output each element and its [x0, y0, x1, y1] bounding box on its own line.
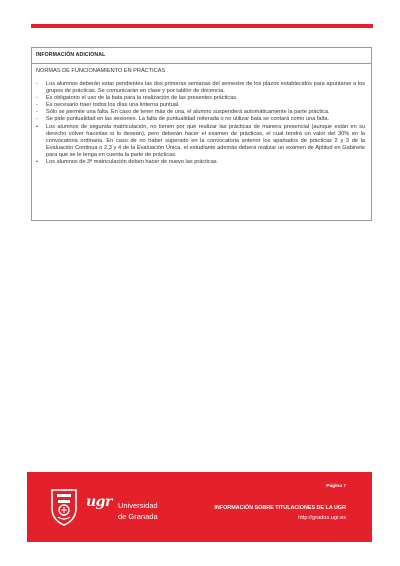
- info-box-heading: INFORMACIÓN ADICIONAL: [32, 48, 371, 64]
- list-item: • Los alumnos de 3ª matriculación deben hacer de nuevo las prácticas.: [46, 159, 365, 166]
- page-footer: [27, 472, 372, 542]
- university-name-line2: de Granada: [118, 512, 158, 521]
- university-crest-icon: [49, 488, 79, 526]
- list-item: • Los alumnos de segunda matriculación, no tienen por qué realizar las prácticas de manera presencial (aunque están en su derecho volver hacerlas si lo desean), pero deberán hacer el examen de prácticas, el cual tendrá un valor del 30% en la convocatoria ordinaria. En caso de no haber superado en la convocatoria anterior los apartados de prácticas 2 y 3 de la Evaluación Continua o 2,3 y 4 de la Evaluación Única, el estudiante además deberá realizar un examen de Aptitud en Gabinete para que se le tenga en cuenta la parte de prácticas.: [46, 124, 365, 159]
- list-item: - Es necesario traer todos los días una linterna puntual.: [46, 102, 365, 109]
- info-box-body: [32, 64, 371, 166]
- ugr-logo: ugr: [86, 494, 112, 510]
- footer-title: INFORMACIÓN SOBRE TITULACIONES DE LA UGR: [214, 505, 346, 511]
- list-item: - Los alumnos deberán estar pendientes las dos primeras semanas del semestre de los plazos establecidos para apuntarse a los grupos de prácticas. Se comunicarán en clase y por tablón de docencia.: [46, 81, 365, 95]
- additional-info-box: [31, 47, 372, 221]
- page-number: Página 7: [326, 484, 346, 489]
- list-item: - Es obligatorio el uso de la bata para la realización de las presentes prácticas.: [46, 95, 365, 102]
- section-title: NORMAS DE FUNCIONAMIENTO EN PRÁCTICAS: [36, 68, 166, 74]
- list-item: - Sólo se permite una falta. En caso de tener más de una, el alumno suspenderá automáticamente la parte práctica.: [46, 109, 365, 116]
- university-name-line1: Universidad: [118, 501, 158, 510]
- footer-url-link[interactable]: http://grados.ugr.es: [298, 515, 346, 521]
- header-red-rule: [31, 24, 373, 28]
- list-item: - Se pide puntualidad en las sesiones. La falta de puntualidad reiterada o no utilizar bata se contará como una falta.: [46, 116, 365, 123]
- rules-list: [36, 81, 365, 166]
